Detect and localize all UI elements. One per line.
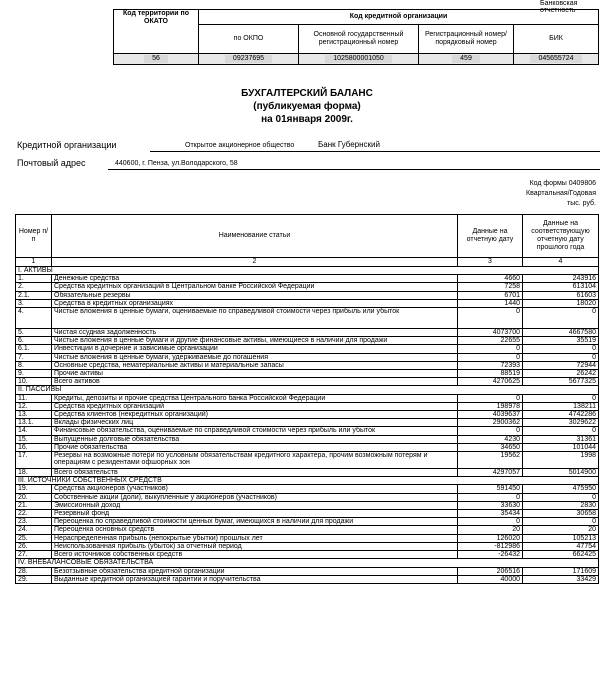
section-row	[16, 386, 599, 394]
row-name: Прочие обязательства	[52, 443, 458, 451]
section-row	[16, 477, 599, 485]
table-row	[16, 427, 599, 435]
row-name: Чистые вложения в ценные бумаги, оцениваемые по справедливой стоимости через прибыль или убыток	[52, 308, 458, 329]
regnum-value-cell	[419, 54, 514, 65]
section-row	[16, 267, 599, 275]
row-current-value: -26432	[458, 551, 523, 559]
row-previous-value: 33429	[523, 575, 599, 583]
row-current-value: 198978	[458, 402, 523, 410]
doc-title: БУХГАЛТЕРСКИЙ БАЛАНС	[241, 88, 373, 99]
table-row	[16, 419, 599, 427]
row-name: Резервы на возможные потери по условным обязательствам кредитного характера, прочим возможным потерям и операциям с резидентами офшорных зон	[52, 452, 458, 469]
row-name: Выпущенные долговые обязательства	[52, 435, 458, 443]
address-label: Почтовый адрес	[17, 158, 86, 168]
table-row	[16, 518, 599, 526]
section-row	[16, 559, 599, 567]
row-previous-value: 5677325	[523, 378, 599, 386]
section-title: II. ПАССИВЫ	[16, 386, 599, 394]
row-previous-value: 72944	[523, 361, 599, 369]
table-row	[16, 493, 599, 501]
row-previous-value: 243916	[523, 275, 599, 283]
row-number: 4.	[16, 308, 52, 329]
row-previous-value: 47754	[523, 542, 599, 550]
section-title: IV. ВНЕБАЛАНСОВЫЕ ОБЯЗАТЕЛЬСТВА	[16, 559, 599, 567]
row-current-value: 22655	[458, 337, 523, 345]
section-title: III. ИСТОЧНИКИ СОБСТВЕННЫХ СРЕДСТВ	[16, 477, 599, 485]
table-row	[16, 469, 599, 477]
row-name: Вклады физических лиц	[52, 419, 458, 427]
row-number: 21.	[16, 501, 52, 509]
units: тыс. руб.	[567, 200, 596, 207]
okato-header: Код территории по ОКАТО	[114, 10, 199, 54]
row-name: Переоценка основных средств	[52, 526, 458, 534]
table-row	[16, 402, 599, 410]
row-previous-value: 4742286	[523, 411, 599, 419]
table-row	[16, 394, 599, 402]
row-previous-value: 20	[523, 526, 599, 534]
row-name: Переоценка по справедливой стоимости ценных бумаг, имеющихся в наличии для продажи	[52, 518, 458, 526]
okato-value-cell	[114, 54, 199, 65]
row-number: 19.	[16, 485, 52, 493]
row-number: 10.	[16, 378, 52, 386]
row-name: Прочие активы	[52, 370, 458, 378]
row-number: 7.	[16, 353, 52, 361]
doc-subtitle: (публикуемая форма)	[253, 101, 361, 112]
table-row	[16, 308, 599, 329]
row-name: Чистые вложения в ценные бумаги и другие финансовые активы, имеющиеся в наличии для продажи	[52, 337, 458, 345]
table-row	[16, 291, 599, 299]
row-previous-value: 31361	[523, 435, 599, 443]
row-previous-value: 0	[523, 345, 599, 353]
table-row	[16, 501, 599, 509]
row-previous-value: 3029622	[523, 419, 599, 427]
table-row	[16, 510, 599, 518]
row-number: 11.	[16, 394, 52, 402]
row-number: 1.	[16, 275, 52, 283]
table-row	[16, 567, 599, 575]
row-current-value: 4039637	[458, 411, 523, 419]
table-row	[16, 370, 599, 378]
row-current-value: 0	[458, 493, 523, 501]
okato-value: 56	[144, 55, 168, 63]
row-name: Неиспользованная прибыль (убыток) за отчетный период	[52, 542, 458, 550]
bik-value-cell	[514, 54, 599, 65]
ogrn-header: Основной государственный регистрационный номер	[299, 25, 419, 54]
table-row	[16, 485, 599, 493]
org-name: Банк Губернский	[318, 140, 380, 149]
row-number: 5.	[16, 329, 52, 337]
row-name: Резервный фонд	[52, 510, 458, 518]
table-row	[16, 542, 599, 550]
table-row	[16, 411, 599, 419]
row-number: 25.	[16, 534, 52, 542]
table-row	[16, 551, 599, 559]
section-title: I. АКТИВЫ	[16, 267, 599, 275]
row-name: Нераспределенная прибыль (непокрытые убытки) прошлых лет	[52, 534, 458, 542]
row-current-value: 88519	[458, 370, 523, 378]
row-number: 15.	[16, 435, 52, 443]
table-row	[16, 329, 599, 337]
col-header-num: Номер п/п	[16, 215, 52, 258]
table-row	[16, 299, 599, 307]
row-name: Чистые вложения в ценные бумаги, удерживаемые до погашения	[52, 353, 458, 361]
table-row	[16, 526, 599, 534]
row-number: 14.	[16, 427, 52, 435]
row-previous-value: 1998	[523, 452, 599, 469]
col-header-name: Наименование статьи	[52, 215, 458, 258]
row-current-value: 1440	[458, 299, 523, 307]
row-number: 6.	[16, 337, 52, 345]
row-previous-value: 613104	[523, 283, 599, 291]
row-current-value: 126020	[458, 534, 523, 542]
row-name: Обязательные резервы	[52, 291, 458, 299]
row-current-value: 7258	[458, 283, 523, 291]
regnum-header: Регистрационный номер/ порядковый номер	[419, 25, 514, 54]
org-type: Открытое акционерное общество	[185, 142, 295, 149]
row-previous-value: 5014900	[523, 469, 599, 477]
row-current-value: 4230	[458, 435, 523, 443]
address-value: 440600, г. Пенза, ул.Володарского, 58	[115, 160, 238, 167]
row-previous-value: 0	[523, 394, 599, 402]
regnum-value: 459	[452, 55, 480, 63]
row-current-value: 40000	[458, 575, 523, 583]
table-row	[16, 378, 599, 386]
row-current-value: 19562	[458, 452, 523, 469]
col-header-current: Данные на отчетную дату	[458, 215, 523, 258]
row-number: 24.	[16, 526, 52, 534]
row-current-value: 4270625	[458, 378, 523, 386]
row-current-value: 4073700	[458, 329, 523, 337]
row-current-value: 0	[458, 394, 523, 402]
row-name: Выданные кредитной организацией гарантии и поручительства	[52, 575, 458, 583]
ogrn-value: 1025800001050	[325, 55, 392, 63]
row-previous-value: 0	[523, 308, 599, 329]
org-code-header: Код кредитной организации	[199, 10, 599, 25]
row-current-value: 0	[458, 353, 523, 361]
row-number: 12.	[16, 402, 52, 410]
row-number: 3.	[16, 299, 52, 307]
row-current-value: 34650	[458, 443, 523, 451]
row-previous-value: 0	[523, 518, 599, 526]
row-current-value: 33630	[458, 501, 523, 509]
table-row	[16, 443, 599, 451]
row-current-value: 0	[458, 427, 523, 435]
row-number: 6.1.	[16, 345, 52, 353]
periodicity: Квартальная/Годовая	[526, 190, 596, 197]
row-name: Средства акционеров (участников)	[52, 485, 458, 493]
row-previous-value: 171609	[523, 567, 599, 575]
table-row	[16, 337, 599, 345]
row-number: 22.	[16, 510, 52, 518]
row-number: 13.1.	[16, 419, 52, 427]
row-current-value: 591450	[458, 485, 523, 493]
row-current-value: 2900362	[458, 419, 523, 427]
row-name: Финансовые обязательства, оцениваемые по справедливой стоимости через прибыль или убыток	[52, 427, 458, 435]
reporting-type-label: Банковская отчетность	[540, 0, 578, 14]
row-number: 2.1.	[16, 291, 52, 299]
row-name: Всего обязательств	[52, 469, 458, 477]
table-row	[16, 452, 599, 469]
okpo-header: по ОКПО	[199, 25, 299, 54]
table-row	[16, 345, 599, 353]
row-name: Средства кредитных организаций в Центральном банке Российской Федерации	[52, 283, 458, 291]
row-name: Средства в кредитных организациях	[52, 299, 458, 307]
row-number: 17.	[16, 452, 52, 469]
table-row	[16, 534, 599, 542]
row-current-value: 0	[458, 345, 523, 353]
row-number: 9.	[16, 370, 52, 378]
col-index-3: 3	[458, 258, 523, 267]
table-row	[16, 575, 599, 583]
col-index-4: 4	[523, 258, 599, 267]
row-previous-value: 0	[523, 493, 599, 501]
col-header-previous: Данные на соответствующую отчетную дату прошлого года	[523, 215, 599, 258]
row-current-value: 206516	[458, 567, 523, 575]
row-name: Чистая ссудная задолженность	[52, 329, 458, 337]
bik-header: БИК	[514, 25, 599, 54]
row-previous-value: 2830	[523, 501, 599, 509]
table-row	[16, 283, 599, 291]
row-previous-value: 61603	[523, 291, 599, 299]
form-code: Код формы 0409806	[529, 180, 596, 187]
row-previous-value: 662425	[523, 551, 599, 559]
row-number: 18.	[16, 469, 52, 477]
row-previous-value: 138211	[523, 402, 599, 410]
row-previous-value: 4667580	[523, 329, 599, 337]
table-row	[16, 275, 599, 283]
row-name: Всего источников собственных средств	[52, 551, 458, 559]
table-row	[16, 361, 599, 369]
row-name: Всего активов	[52, 378, 458, 386]
col-index-1: 1	[16, 258, 52, 267]
bik-value: 045655724	[530, 55, 581, 63]
doc-date: на 01января 2009г.	[261, 114, 353, 125]
row-number: 23.	[16, 518, 52, 526]
row-previous-value: 0	[523, 353, 599, 361]
row-number: 13.	[16, 411, 52, 419]
row-name: Средства клиентов (некредитных организаций)	[52, 411, 458, 419]
row-name: Средства кредитных организаций	[52, 402, 458, 410]
row-current-value: -812986	[458, 542, 523, 550]
row-current-value: 6701	[458, 291, 523, 299]
row-name: Безотзывные обязательства кредитной организации	[52, 567, 458, 575]
row-current-value: 35434	[458, 510, 523, 518]
row-previous-value: 18020	[523, 299, 599, 307]
row-number: 27.	[16, 551, 52, 559]
row-name: Денежные средства	[52, 275, 458, 283]
row-number: 8.	[16, 361, 52, 369]
okpo-value-cell	[199, 54, 299, 65]
row-previous-value: 0	[523, 427, 599, 435]
row-number: 16.	[16, 443, 52, 451]
row-previous-value: 475950	[523, 485, 599, 493]
row-previous-value: 26242	[523, 370, 599, 378]
row-name: Эмиссионный доход	[52, 501, 458, 509]
codes-header-table	[113, 9, 599, 65]
row-current-value: 4660	[458, 275, 523, 283]
org-label: Кредитной организации	[17, 140, 117, 150]
row-name: Собственные акции (доли), выкупленные у акционеров (участников)	[52, 493, 458, 501]
row-previous-value: 30658	[523, 510, 599, 518]
row-name: Основные средства, нематериальные активы и материальные запасы	[52, 361, 458, 369]
table-row	[16, 435, 599, 443]
balance-table	[15, 214, 599, 584]
row-previous-value: 35519	[523, 337, 599, 345]
row-current-value: 72393	[458, 361, 523, 369]
row-current-value: 0	[458, 518, 523, 526]
column-number-row	[16, 258, 599, 267]
row-current-value: 0	[458, 308, 523, 329]
row-number: 20.	[16, 493, 52, 501]
row-name: Инвестиции в дочерние и зависимые организации	[52, 345, 458, 353]
okpo-value: 09237695	[225, 55, 272, 63]
row-number: 2.	[16, 283, 52, 291]
row-number: 28.	[16, 567, 52, 575]
col-index-2: 2	[52, 258, 458, 267]
row-number: 26.	[16, 542, 52, 550]
row-name: Кредиты, депозиты и прочие средства Центрального банка Российской Федерации	[52, 394, 458, 402]
row-current-value: 4297057	[458, 469, 523, 477]
ogrn-value-cell	[299, 54, 419, 65]
row-previous-value: 105213	[523, 534, 599, 542]
row-previous-value: 101044	[523, 443, 599, 451]
table-header-row	[16, 215, 599, 258]
row-number: 29.	[16, 575, 52, 583]
table-row	[16, 353, 599, 361]
row-current-value: 20	[458, 526, 523, 534]
